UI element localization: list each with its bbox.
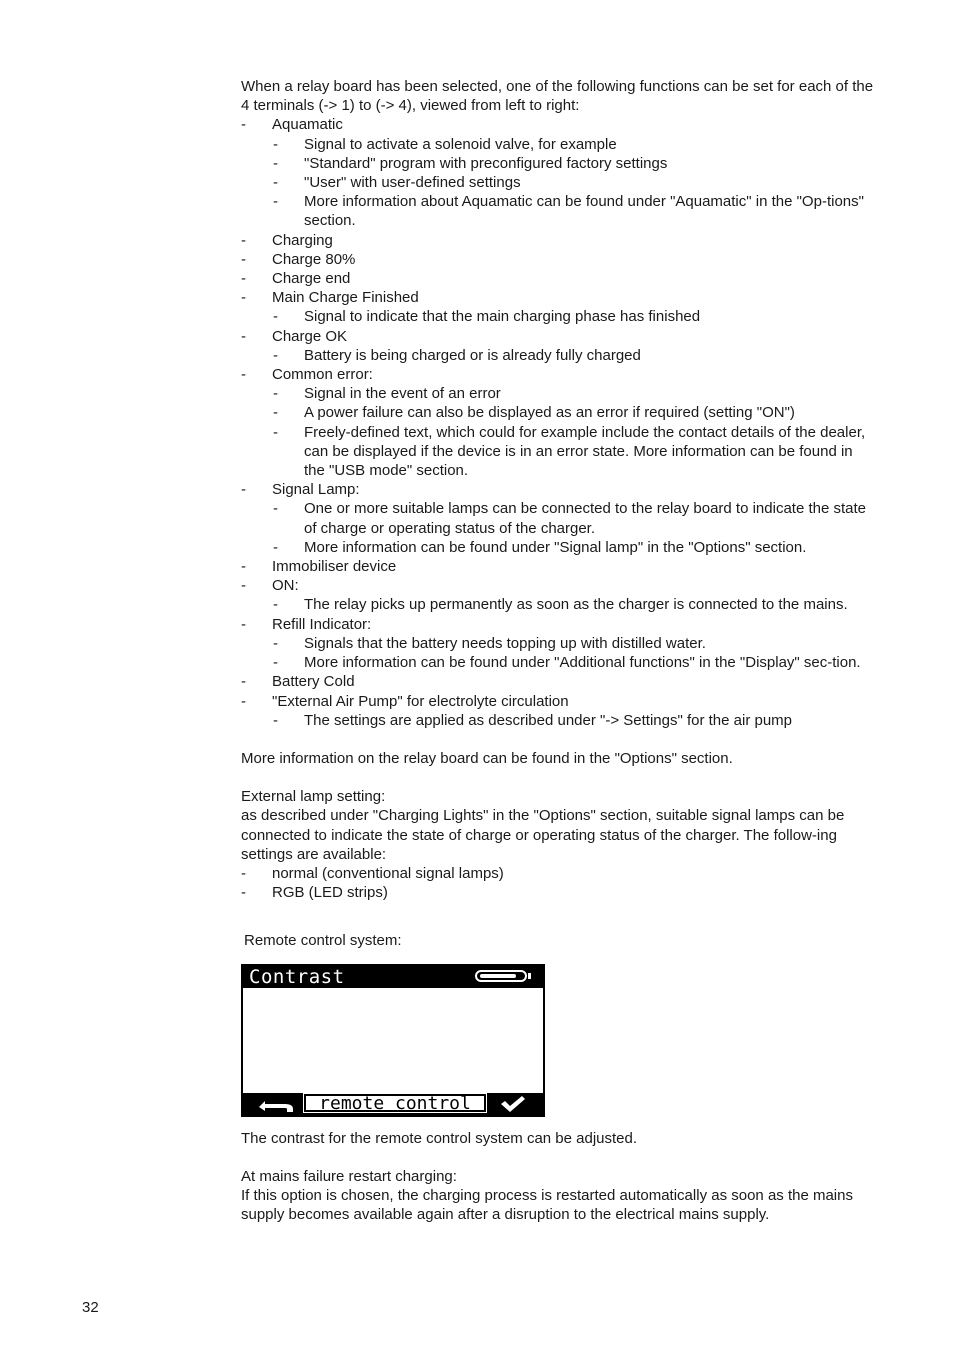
functions-list — [241, 115, 875, 730]
function-item: - Charge 80% — [241, 250, 875, 269]
mains-failure-heading: At mains failure restart charging: — [241, 1167, 457, 1185]
back-arrow-icon[interactable] — [255, 1095, 301, 1113]
page-content — [241, 77, 875, 1224]
contrast-caption: The contrast for the remote control system can be adjusted. — [241, 1129, 638, 1147]
function-sub-item: - The relay picks up permanently as soon as the charger is connected to the mains. — [241, 595, 875, 614]
function-item: - Common error: — [241, 365, 875, 384]
external-lamp-options — [241, 864, 875, 902]
function-sub-item: - "User" with user-defined settings — [241, 173, 875, 192]
function-sub-item: - More information about Aquamatic can be found under "Aquamatic" in the "Op-tions" section. — [241, 192, 875, 230]
function-item: - Charge OK — [241, 327, 875, 346]
display-title: Contrast — [249, 965, 345, 988]
external-lamp-text: as described under "Charging Lights" in the "Options" section, suitable signal lamps can be connected to indicate the state of charge or operating status of the charger. The follow-ing settings are available: — [241, 807, 845, 863]
function-sub-item: - Battery is being charged or is already fully charged — [241, 346, 875, 365]
remote-control-display — [241, 964, 545, 1117]
display-softkey-bar — [243, 1093, 543, 1115]
lamp-option: - normal (conventional signal lamps) — [241, 864, 875, 883]
function-sub-item: - Signal to indicate that the main charging phase has finished — [241, 307, 875, 326]
function-sub-item: - A power failure can also be displayed as an error if required (setting "ON") — [241, 403, 875, 422]
function-item: - "External Air Pump" for electrolyte circulation — [241, 692, 875, 711]
function-sub-item: - More information can be found under "Signal lamp" in the "Options" section. — [241, 538, 875, 557]
function-sub-item: - More information can be found under "Additional functions" in the "Display" sec-tion. — [241, 653, 875, 672]
function-item: - Charge end — [241, 269, 875, 288]
function-item: - Main Charge Finished — [241, 288, 875, 307]
lamp-option: - RGB (LED strips) — [241, 883, 875, 902]
battery-icon — [475, 970, 533, 984]
display-title-bar — [243, 966, 543, 988]
function-item: - Charging — [241, 231, 875, 250]
function-sub-item: - "Standard" program with preconfigured factory settings — [241, 154, 875, 173]
relay-more-info: More information on the relay board can be found in the "Options" section. — [241, 749, 733, 767]
function-item: - Refill Indicator: — [241, 615, 875, 634]
remote-control-label: Remote control system: — [244, 932, 402, 950]
function-item: - Battery Cold — [241, 672, 875, 691]
function-item: - Aquamatic — [241, 115, 875, 134]
remote-control-softkey[interactable]: remote control — [304, 1094, 486, 1112]
function-sub-item: - One or more suitable lamps can be connected to the relay board to indicate the state of charge or operating status of the charger. — [241, 499, 875, 537]
function-sub-item: - Freely-defined text, which could for example include the contact details of the dealer, can be displayed if the device is in an error state. More information can be found in the "USB mode" section. — [241, 423, 875, 481]
checkmark-icon[interactable] — [498, 1095, 528, 1113]
function-sub-item: - Signal to activate a solenoid valve, for example — [241, 135, 875, 154]
function-item: - Signal Lamp: — [241, 480, 875, 499]
function-item: - Immobiliser device — [241, 557, 875, 576]
mains-failure-text: If this option is chosen, the charging process is restarted automatically as soon as the mains supply becomes available again after a disruption to the electrical mains supply. — [241, 1186, 853, 1224]
page-number: 32 — [82, 1299, 99, 1316]
function-sub-item: - Signals that the battery needs topping up with distilled water. — [241, 634, 875, 653]
external-lamp-heading: External lamp setting: — [241, 788, 386, 806]
function-sub-item: - The settings are applied as described under "-> Settings" for the air pump — [241, 711, 875, 730]
function-item: - ON: — [241, 576, 875, 595]
function-sub-item: - Signal in the event of an error — [241, 384, 875, 403]
intro-text: When a relay board has been selected, one of the following functions can be set for each of the 4 terminals (-> 1) to (-> 4), viewed from left to right: — [241, 78, 874, 115]
